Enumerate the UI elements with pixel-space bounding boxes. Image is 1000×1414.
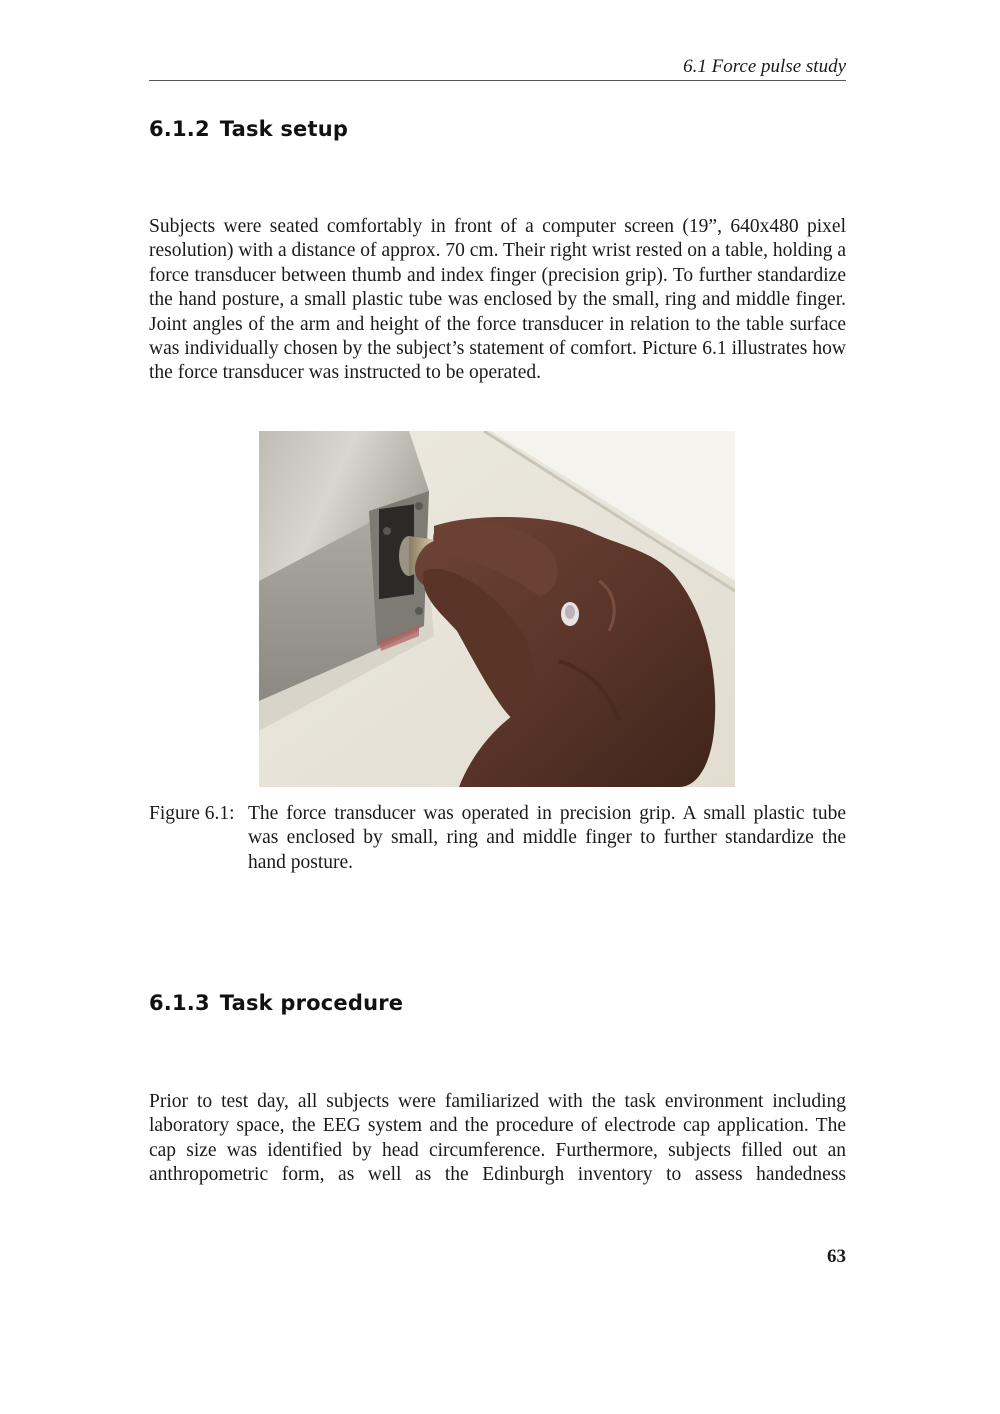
section-title: Task procedure xyxy=(219,991,404,1015)
section-title: Task setup xyxy=(219,117,349,141)
section-number: 6.1.2 xyxy=(149,117,210,141)
task-setup-paragraph: Subjects were seated comfortably in front of a computer screen (19”, 640x480 pixel resolution) with a distance of approx. 70 cm. Their right wrist rested on a table, holding a force transducer between thumb and index finger (precision grip). To further standardize the hand posture, a small plastic tube was enclosed by the small, ring and middle finger. Joint angles of the arm and height of the force transducer in relation to the table surface was individually chosen by the subject’s statement of comfort. Picture 6.1 illustrates how the force transducer was instructed to be operated. xyxy=(149,216,846,384)
figure-caption xyxy=(149,802,846,875)
section-number: 6.1.3 xyxy=(149,991,210,1015)
force-transducer-photo xyxy=(259,431,735,787)
figure-label: Figure 6.1: xyxy=(149,803,235,824)
section-heading-task-setup xyxy=(149,117,348,141)
section-heading-task-procedure xyxy=(149,991,403,1015)
task-procedure-paragraph: Prior to test day, all subjects were familiarized with the task environment including laboratory space, the EEG system and the procedure of electrode cap application. The cap size was identified by head circumference. Furthermore, subjects filled out an anthropometric form, as well as the Edinburgh inventory to assess handedness xyxy=(149,1091,846,1186)
page-number: 63 xyxy=(827,1246,846,1267)
running-head: 6.1 Force pulse study xyxy=(149,56,846,81)
figure-caption-text: The force transducer was operated in precision grip. A small plastic tube was enclosed by small, ring and middle finger to further standardize the hand posture. xyxy=(248,803,846,873)
